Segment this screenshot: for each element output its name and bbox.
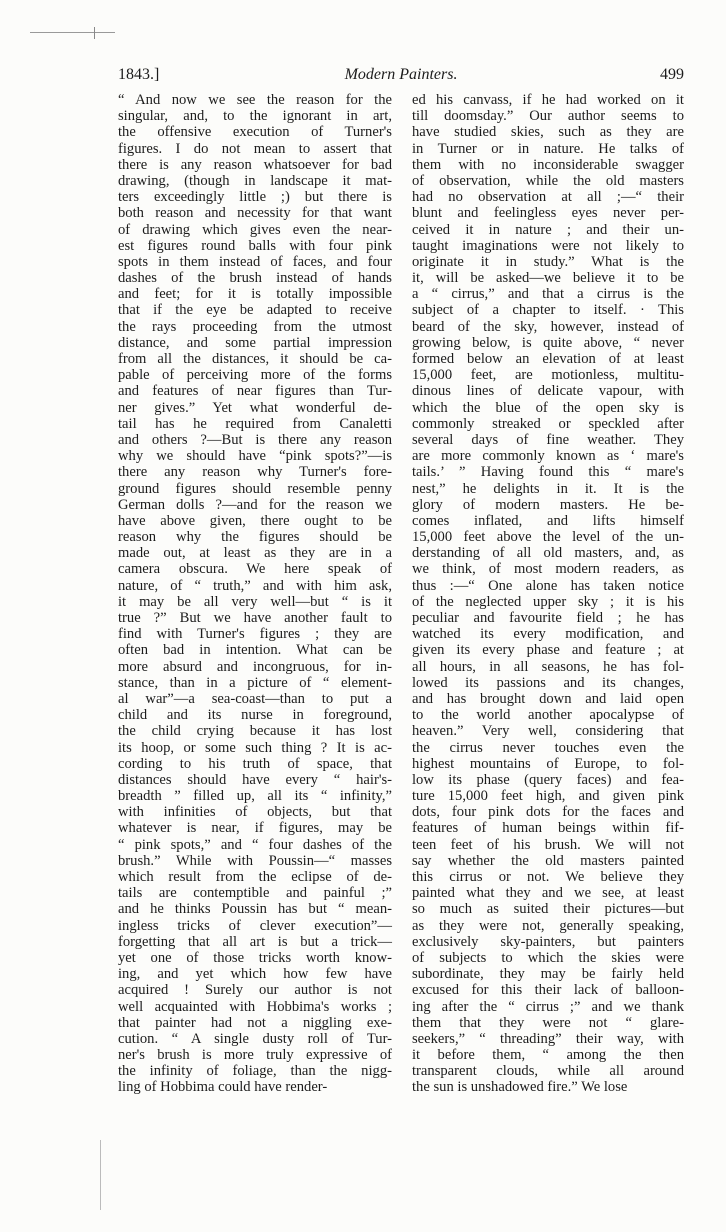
text-line: German dolls ?—and for the reason we (118, 496, 392, 513)
text-line: why we should have “pink spots?”—is (118, 448, 392, 465)
text-line: commonly streaked or speckled after (412, 415, 684, 432)
text-line: dinous lines of delicate vapour, with (412, 383, 684, 400)
text-line: it, will be asked—we believe it to be (412, 270, 684, 287)
text-line: find with Turner's figures ; they are (118, 626, 392, 643)
text-line: dots, four pink dots for the faces and (412, 804, 684, 821)
text-line: drawing, (though in landscape it mat- (118, 172, 392, 189)
text-line: tails.’ ” Having found this “ mare's (412, 464, 684, 481)
text-line: say whether the old masters painted (412, 852, 684, 869)
text-line: whatever is near, if figures, may be (118, 820, 392, 837)
text-line: taught imaginations were not likely to (412, 237, 684, 254)
text-line: pable of perceiving more of the forms (118, 367, 392, 384)
text-line: stance, than in a picture of “ element- (118, 674, 392, 691)
text-line: more absurd and incongruous, for in- (118, 658, 392, 675)
text-line: it before them, “ among the then (412, 1047, 684, 1064)
text-line: dashes of the brush instead of hands (118, 270, 392, 287)
text-line: made out, at least as they are in a (118, 545, 392, 562)
text-line: teen feet of his brush. We will not (412, 836, 684, 853)
text-line: had no observation at all ;—“ their (412, 189, 684, 206)
text-line: of drawing which gives even the near- (118, 221, 392, 238)
text-line: as they were not, generally speaking, (412, 917, 684, 934)
text-line: tail has he required from Canaletti (118, 415, 392, 432)
running-head-year: 1843.] (118, 66, 160, 83)
text-line: and features of near figures than Tur- (118, 383, 392, 400)
text-line: several days of fine weather. They (412, 431, 684, 448)
text-line: nest,” he delights in it. It is the (412, 480, 684, 497)
text-line: and has brought down and laid open (412, 690, 684, 707)
text-line: ture 15,000 feet high, and given pink (412, 788, 684, 805)
text-line: tails are contemptible and painful ;” (118, 885, 392, 902)
text-line: the infinity of foliage, than the nigg- (118, 1063, 392, 1080)
text-line: formed below an elevation of at least (412, 351, 684, 367)
text-line: from all the distances, it should be ca- (118, 351, 392, 367)
text-line: that painter had not a niggling exe- (118, 1014, 392, 1031)
text-line: the sun is unshadowed fire.” We lose (412, 1079, 628, 1096)
text-line: ground figures should resemble penny (118, 480, 392, 497)
text-line: watched its every modification, and (412, 626, 684, 643)
text-line: ing, and yet which how few have (118, 966, 392, 983)
text-line: we think, of most modern readers, as (412, 561, 684, 578)
text-line: given its every phase and feature ; at (412, 642, 684, 659)
text-line: the child crying because it has lost (118, 723, 392, 740)
text-line: with infinities of objects, but that (118, 804, 392, 821)
text-line: subordinate, they may be fairly held (412, 966, 684, 983)
text-line: are more commonly known as ‘ mare's (412, 448, 684, 465)
text-line: 15,000 feet, are motionless, multitu- (412, 367, 684, 384)
text-line: to the world another apocalypse of (412, 707, 684, 724)
text-line: transparent clouds, while all around (412, 1063, 684, 1080)
text-line: cution. “ A single dusty roll of Tur- (118, 1030, 392, 1047)
text-line: est figures round balls with four pink (118, 237, 392, 254)
text-line: lowed its passions and its changes, (412, 674, 684, 691)
text-line: ner's brush is more truly expressive of (118, 1047, 392, 1064)
text-line: “ And now we see the reason for the (118, 92, 392, 108)
text-line: of subjects to which the skies were (412, 949, 684, 966)
text-line: there is any reason whatsoever for bad (118, 156, 392, 173)
text-line: painted what they and we see, at least (412, 885, 684, 902)
text-line: derstanding of all old masters, and, as (412, 545, 684, 562)
text-line: distance, and some partial impression (118, 334, 392, 351)
left-column (118, 92, 392, 1096)
text-line: acquired ! Surely our author is not (118, 982, 392, 999)
text-line: peculiar and favourite field ; he has (412, 610, 684, 626)
text-line: the offensive execution of Turner's (118, 124, 392, 141)
text-line: al war”—a sea-coast—than to put a (118, 690, 392, 707)
running-head-title: Modern Painters. (344, 66, 458, 83)
text-line: ingless tricks of clever execution”— (118, 917, 392, 934)
text-line: yet one of those tricks worth know- (118, 949, 392, 966)
text-line: beard of the sky, however, instead of (412, 318, 684, 335)
text-line: originate it in study.” What is the (412, 253, 684, 270)
right-column (412, 92, 684, 1096)
text-line: distances should have every “ hair's- (118, 771, 392, 788)
text-line: well acquainted with Hobbima's works ; (118, 998, 392, 1015)
text-line: ling of Hobbima could have render- (118, 1079, 328, 1096)
text-line: highest mountains of Europe, to fol- (412, 755, 684, 772)
text-line: its hoop, or some such thing ? It is ac- (118, 739, 392, 756)
text-line: in Turner or in nature. He talks of (412, 140, 684, 157)
text-line: excused for this their lack of balloon- (412, 982, 684, 999)
text-line: and feet; for it is totally impossible (118, 286, 392, 303)
text-line: child and its nurse in foreground, (118, 707, 392, 724)
top-rule (30, 32, 115, 33)
text-line: low its phase (query faces) and fea- (412, 771, 684, 788)
text-line: this cirrus or not. We believe they (412, 869, 684, 885)
text-line: which result from the eclipse of de- (118, 869, 392, 885)
text-line: of observation, while the old masters (412, 172, 684, 189)
text-line: 15,000 feet above the level of the un- (412, 529, 684, 546)
text-line: and he thinks Poussin has but “ mean- (118, 901, 392, 918)
text-line: all hours, in all seasons, he has fol- (412, 658, 684, 675)
text-line: often bad in intention. What can be (118, 642, 392, 659)
text-line: which the blue of the open sky is (412, 399, 684, 416)
text-line: singular, and, to the ignorant in art, (118, 108, 392, 125)
text-line: breadth ” filled up, all its “ infinity,” (118, 788, 392, 805)
text-line: the rays proceeding from the utmost (118, 318, 392, 335)
text-line: reason why the figures should be (118, 529, 392, 546)
text-line: thus :—“ One alone has taken notice (412, 577, 684, 594)
text-line: there any reason why Turner's fore- (118, 464, 392, 481)
text-line: till doomsday.” Our author seems to (412, 108, 684, 125)
text-line: comes inflated, and lifts himself (412, 512, 684, 529)
text-line: ed his canvass, if he had worked on it (412, 92, 684, 108)
text-line: nature, of “ truth,” and with him ask, (118, 577, 392, 594)
text-line: them with no inconsiderable swagger (412, 156, 684, 173)
text-line: heaven.” Very well, considering that (412, 723, 684, 740)
text-line: exclusively sky-painters, but painters (412, 933, 684, 950)
text-line: forgetting that all art is but a trick— (118, 933, 392, 950)
margin-mark (100, 1140, 101, 1210)
text-line: features of human beings within fif- (412, 820, 684, 837)
text-line: of the neglected upper sky ; it is his (412, 593, 684, 610)
text-line: it may be all very well—but “ is it (118, 593, 392, 610)
text-line: ceived it in nature ; and their un- (412, 221, 684, 238)
text-line: true ?” But we have another fault to (118, 610, 392, 626)
text-line: glory of modern masters. He be- (412, 496, 684, 513)
text-line: and others ?—But is there any reason (118, 431, 392, 448)
text-line: ner gives.” Yet what wonderful de- (118, 399, 392, 416)
text-line: the cirrus never touches even the (412, 739, 684, 756)
text-line: figures. I do not mean to assert that (118, 140, 392, 157)
text-line: “ pink spots,” and “ four dashes of the (118, 836, 392, 853)
text-line: blunt and feelingless eyes never per- (412, 205, 684, 222)
text-line: both reason and necessity for that want (118, 205, 392, 222)
page-number: 499 (660, 66, 684, 83)
text-line: brush.” While with Poussin—“ masses (118, 852, 392, 869)
text-line: growing below, is quite above, “ never (412, 334, 684, 351)
text-line: ing after the “ cirrus ;” and we thank (412, 998, 684, 1015)
text-line: subject of a chapter to itself. · This (412, 302, 684, 319)
text-line: ters exceedingly little ;) but there is (118, 189, 392, 206)
text-line: spots in them instead of faces, and four (118, 253, 392, 270)
text-line: seekers,” “ threading” their way, with (412, 1030, 684, 1047)
text-line: cording to his truth of space, that (118, 755, 392, 772)
text-line: them that they were not “ glare- (412, 1014, 684, 1031)
text-line: so much as suited their pictures—but (412, 901, 684, 918)
text-line: have studied skies, such as they are (412, 124, 684, 141)
text-line: a “ cirrus,” and that a cirrus is the (412, 286, 684, 303)
text-line: have above given, there ought to be (118, 512, 392, 529)
text-line: camera obscura. We here speak of (118, 561, 392, 578)
running-head (118, 66, 684, 88)
top-tick-mark (94, 27, 95, 39)
text-line: that if the eye be adapted to receive (118, 302, 392, 319)
